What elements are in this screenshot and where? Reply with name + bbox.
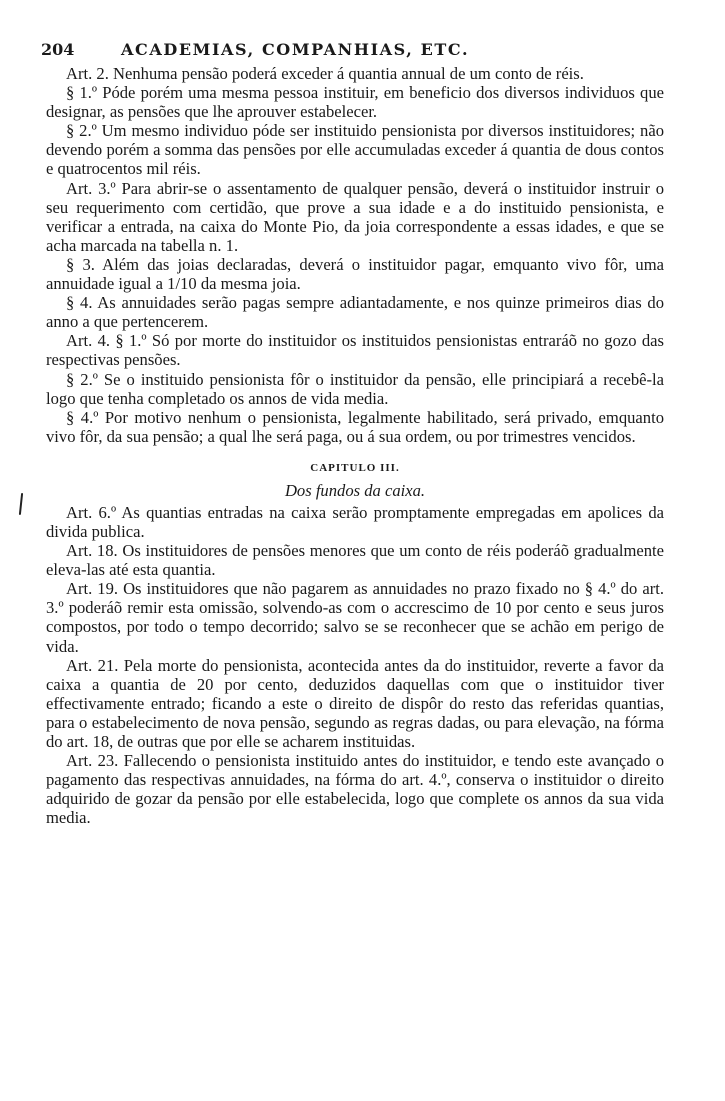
paragraph-art-18: Art. 18. Os instituidores de pensões menores que um conto de réis poderáõ gradualmente eleva-las até esta quantia. — [46, 541, 664, 580]
paragraph-art-21: Art. 21. Pela morte do pensionista, acontecida antes da do instituidor, reverte a favor da caixa a quantia de 20 por cento, deduzidos daquellas com que o instituidor tiver effectivamente entrado; ficando a este o direito de dispôr do resto das referidas quantias, para o estabelecimento de nova pensão, segundo as regras dadas, ou para elevação, na fórma do art. 18, de outras que por elle se acharem instituidas. — [46, 655, 664, 751]
paragraph-art-4-s2: § 2.º Se o instituido pensionista fôr o instituidor da pensão, elle principiará a recebê-la logo que tenha completado os annos de vida media. — [46, 369, 664, 408]
paragraph-art-2-s1: § 1.º Póde porém uma mesma pessoa instituir, em beneficio dos diversos individuos que designar, as pensões que lhe aprouver estabelecer. — [46, 83, 664, 122]
paragraph-art-3-s4: § 4. As annuidades serão pagas sempre adiantadamente, e nos quinze primeiros dias do anno a que pertencerem. — [46, 293, 664, 332]
paragraph-art-23: Art. 23. Fallecendo o pensionista instituido antes do instituidor, e tendo este avançado o pagamento das respectivas annuidades, na fórma do art. 4.º, conserva o instituidor o direito adquirido de gozar da pensão por elle estabelecida, logo que complete os annos da sua vida media. — [46, 751, 664, 828]
paragraph-art-2: Art. 2. Nenhuma pensão poderá exceder á quantia annual de um conto de réis. — [66, 64, 584, 83]
chapter-subtitle: Dos fundos da caixa. — [284, 480, 426, 500]
paragraph-art-3-s3: § 3. Além das joias declaradas, deverá o instituidor pagar, emquanto vivo fôr, uma annuidade igual a 1/10 da mesma joia. — [46, 254, 664, 294]
paragraph-art-4-s4: § 4.º Por motivo nenhum o pensionista, legalmente habilitado, será privado, emquanto vivo fôr, da sua pensão; a qual lhe será paga, ou á sua ordem, ou por trimestres vencidos. — [46, 407, 664, 446]
paragraph-art-6: Art. 6.º As quantias entradas na caixa serão promptamente empregadas em apolices da divida publica. — [46, 502, 664, 541]
margin-mark — [19, 493, 23, 515]
paragraph-art-3: Art. 3.º Para abrir-se o assentamento de qualquer pensão, deverá o instituidor instruir o seu requerimento com certidão, que prove a sua idade e a do instituido pensionista, e verificar a entrada, na caixa do Monte Pio, da joia correspondente a essas idades, e que se acha marcada na tabella n. 1. — [46, 178, 664, 255]
paragraph-art-19: Art. 19. Os instituidores que não pagarem as annuidades no prazo fixado no § 4.º do art. 3.º poderáõ remir esta omissão, solvendo-as com o accrescimo de 10 por cento e seus juros compostos, por todo o tempo decorrido; salvo se se reconhecer que se achão em perigo de vida. — [46, 579, 664, 656]
paragraph-art-4-s1: Art. 4. § 1.º Só por morte do instituidor os instituidos pensionistas entraráõ no gozo das respectivas pensões. — [46, 331, 664, 370]
running-title: ACADEMIAS, COMPANHIAS, ETC. — [121, 40, 470, 59]
paragraph-art-2-s2: § 2.º Um mesmo individuo póde ser instituido pensionista por diversos instituidores; não devendo porém a somma das pensões por elle accumuladas exceder á quantia de dous contos e quatrocentos mil réis. — [46, 121, 664, 179]
body-text — [46, 64, 664, 827]
page-number: 204 — [41, 40, 75, 59]
chapter-heading: CAPITULO III. — [310, 461, 400, 474]
running-head — [41, 40, 661, 62]
